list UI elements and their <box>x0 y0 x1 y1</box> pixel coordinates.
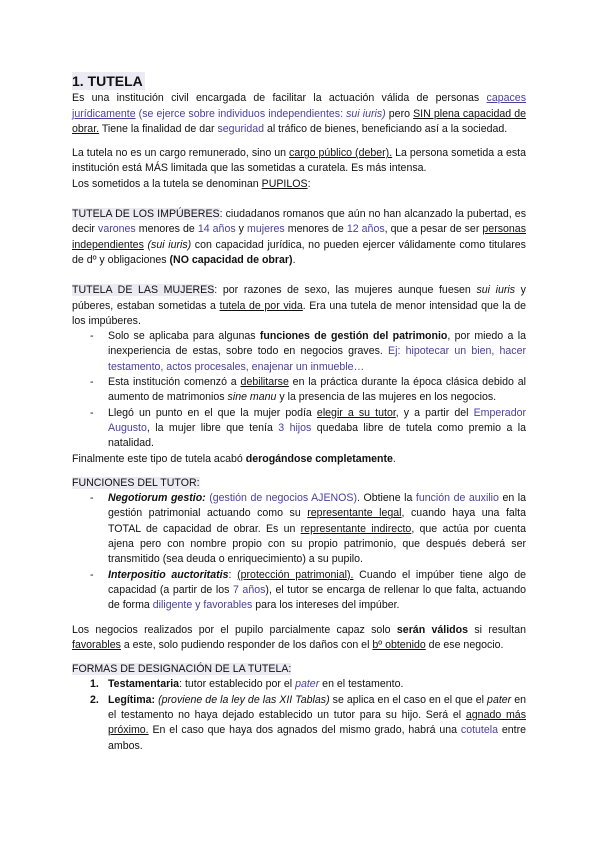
intro-paragraph: Es una institución civil encargada de facilitar la actuación válida de personas capaces jurídicamente (se ejerce sobre individuos independientes: sui iuris) pero SIN plena capacidad de obrar. Tiene la finalidad de dar seguridad al tráfico de bienes, beneficiando así a la sociedad. <box>72 92 527 135</box>
mujeres-list <box>72 329 526 451</box>
funciones-heading: FUNCIONES DEL TUTOR: <box>72 476 200 489</box>
document-body <box>72 72 526 754</box>
mujeres-paragraph: TUTELA DE LAS MUJERES: por razones de sexo, las mujeres aunque fuesen sui iuris y púberes, estaban sometidas a tutela de por vida. Era una tutela de menor intensidad que la de los impúberes. <box>72 284 527 327</box>
pupilos-paragraph: Los sometidos a la tutela se denominan PUPILOS: <box>72 177 311 190</box>
mujeres-heading: TUTELA DE LAS MUJERES <box>72 284 215 297</box>
mujeres-conclusion: Finalmente este tipo de tutela acabó derogándose completamente. <box>72 452 396 465</box>
impuberes-paragraph: TUTELA DE LOS IMPÚBERES: ciudadanos romanos que aún no han alcanzado la pubertad, es decir varones menores de 14 años y mujeres menores de 12 años, que a pesar de ser personas independientes (sui iuris) con capacidad jurídica, no pueden ejercer válidamente como titulares de dº y obligaciones (NO capacidad de obrar). <box>72 208 526 266</box>
impuberes-heading: TUTELA DE LOS IMPÚBERES <box>72 208 220 221</box>
list-item: 2. Legítima: (proviene de la ley de las XII Tablas) se aplica en el caso en el que el pater en el testamento no haya dejado establecido un tutor para su hijo. Será el agnado más próximo. En el caso que haya dos agnados del mismo grado, habrá una cotutela entre ambos. <box>90 693 527 752</box>
list-item: - Llegó un punto en el que la mujer podía elegir a su tutor, y a partir del Emperador Augusto, la mujer libre que tenía 3 hijos quedaba libre de tutela como premio a la natalidad. <box>108 406 526 452</box>
section-title: 1. TUTELA <box>72 73 143 89</box>
remuneration-paragraph: La tutela no es un cargo remunerado, sino un cargo público (deber). La persona sometida a esta institución está MÁS limitada que las sometidas a curatela. Es más intensa. <box>72 147 527 175</box>
negocios-paragraph: Los negocios realizados por el pupilo parcialmente capaz solo serán válidos si resultan favorables a este, solo pudiendo responder de los daños con el bº obtenido de ese negocio. <box>72 623 527 651</box>
funciones-list <box>72 491 526 613</box>
list-item: - Esta institución comenzó a debilitarse en la práctica durante la época clásica debido al aumento de matrimonios sine manu y la presencia de las mujeres en los negocios. <box>108 375 526 406</box>
list-item: - Interpositio auctoritatis: (protección patrimonial). Cuando el impúber tiene algo de capacidad (a partir de los 7 años), el tutor se encarga de rellenar lo que falta, actuando de forma diligente y favorables para los intereses del impúber. <box>108 568 526 614</box>
list-item: - Solo se aplicaba para algunas funciones de gestión del patrimonio, por miedo a la inexperiencia de estas, sobre todo en negocios graves. Ej: hipotecar un bien, hacer testamento, actos procesales, enajenar un inmueble… <box>108 329 526 375</box>
formas-heading: FORMAS DE DESIGNACIÓN DE LA TUTELA: <box>72 663 292 676</box>
list-item: 1. Testamentaria: tutor establecido por el pater en el testamento. <box>90 678 404 691</box>
list-item: - Negotiorum gestio: (gestión de negocios AJENOS). Obtiene la función de auxilio en la gestión patrimonial actuando como su representante legal, cuando haya una falta TOTAL de capacidad de obrar. Es un representante indirecto, que actúa por cuenta ajena pero con nombre propio con su propio patrimonio, que después deberá ser transmitido (sea deuda o enriquecimiento) a su pupilo. <box>108 491 526 567</box>
formas-list <box>72 677 526 753</box>
